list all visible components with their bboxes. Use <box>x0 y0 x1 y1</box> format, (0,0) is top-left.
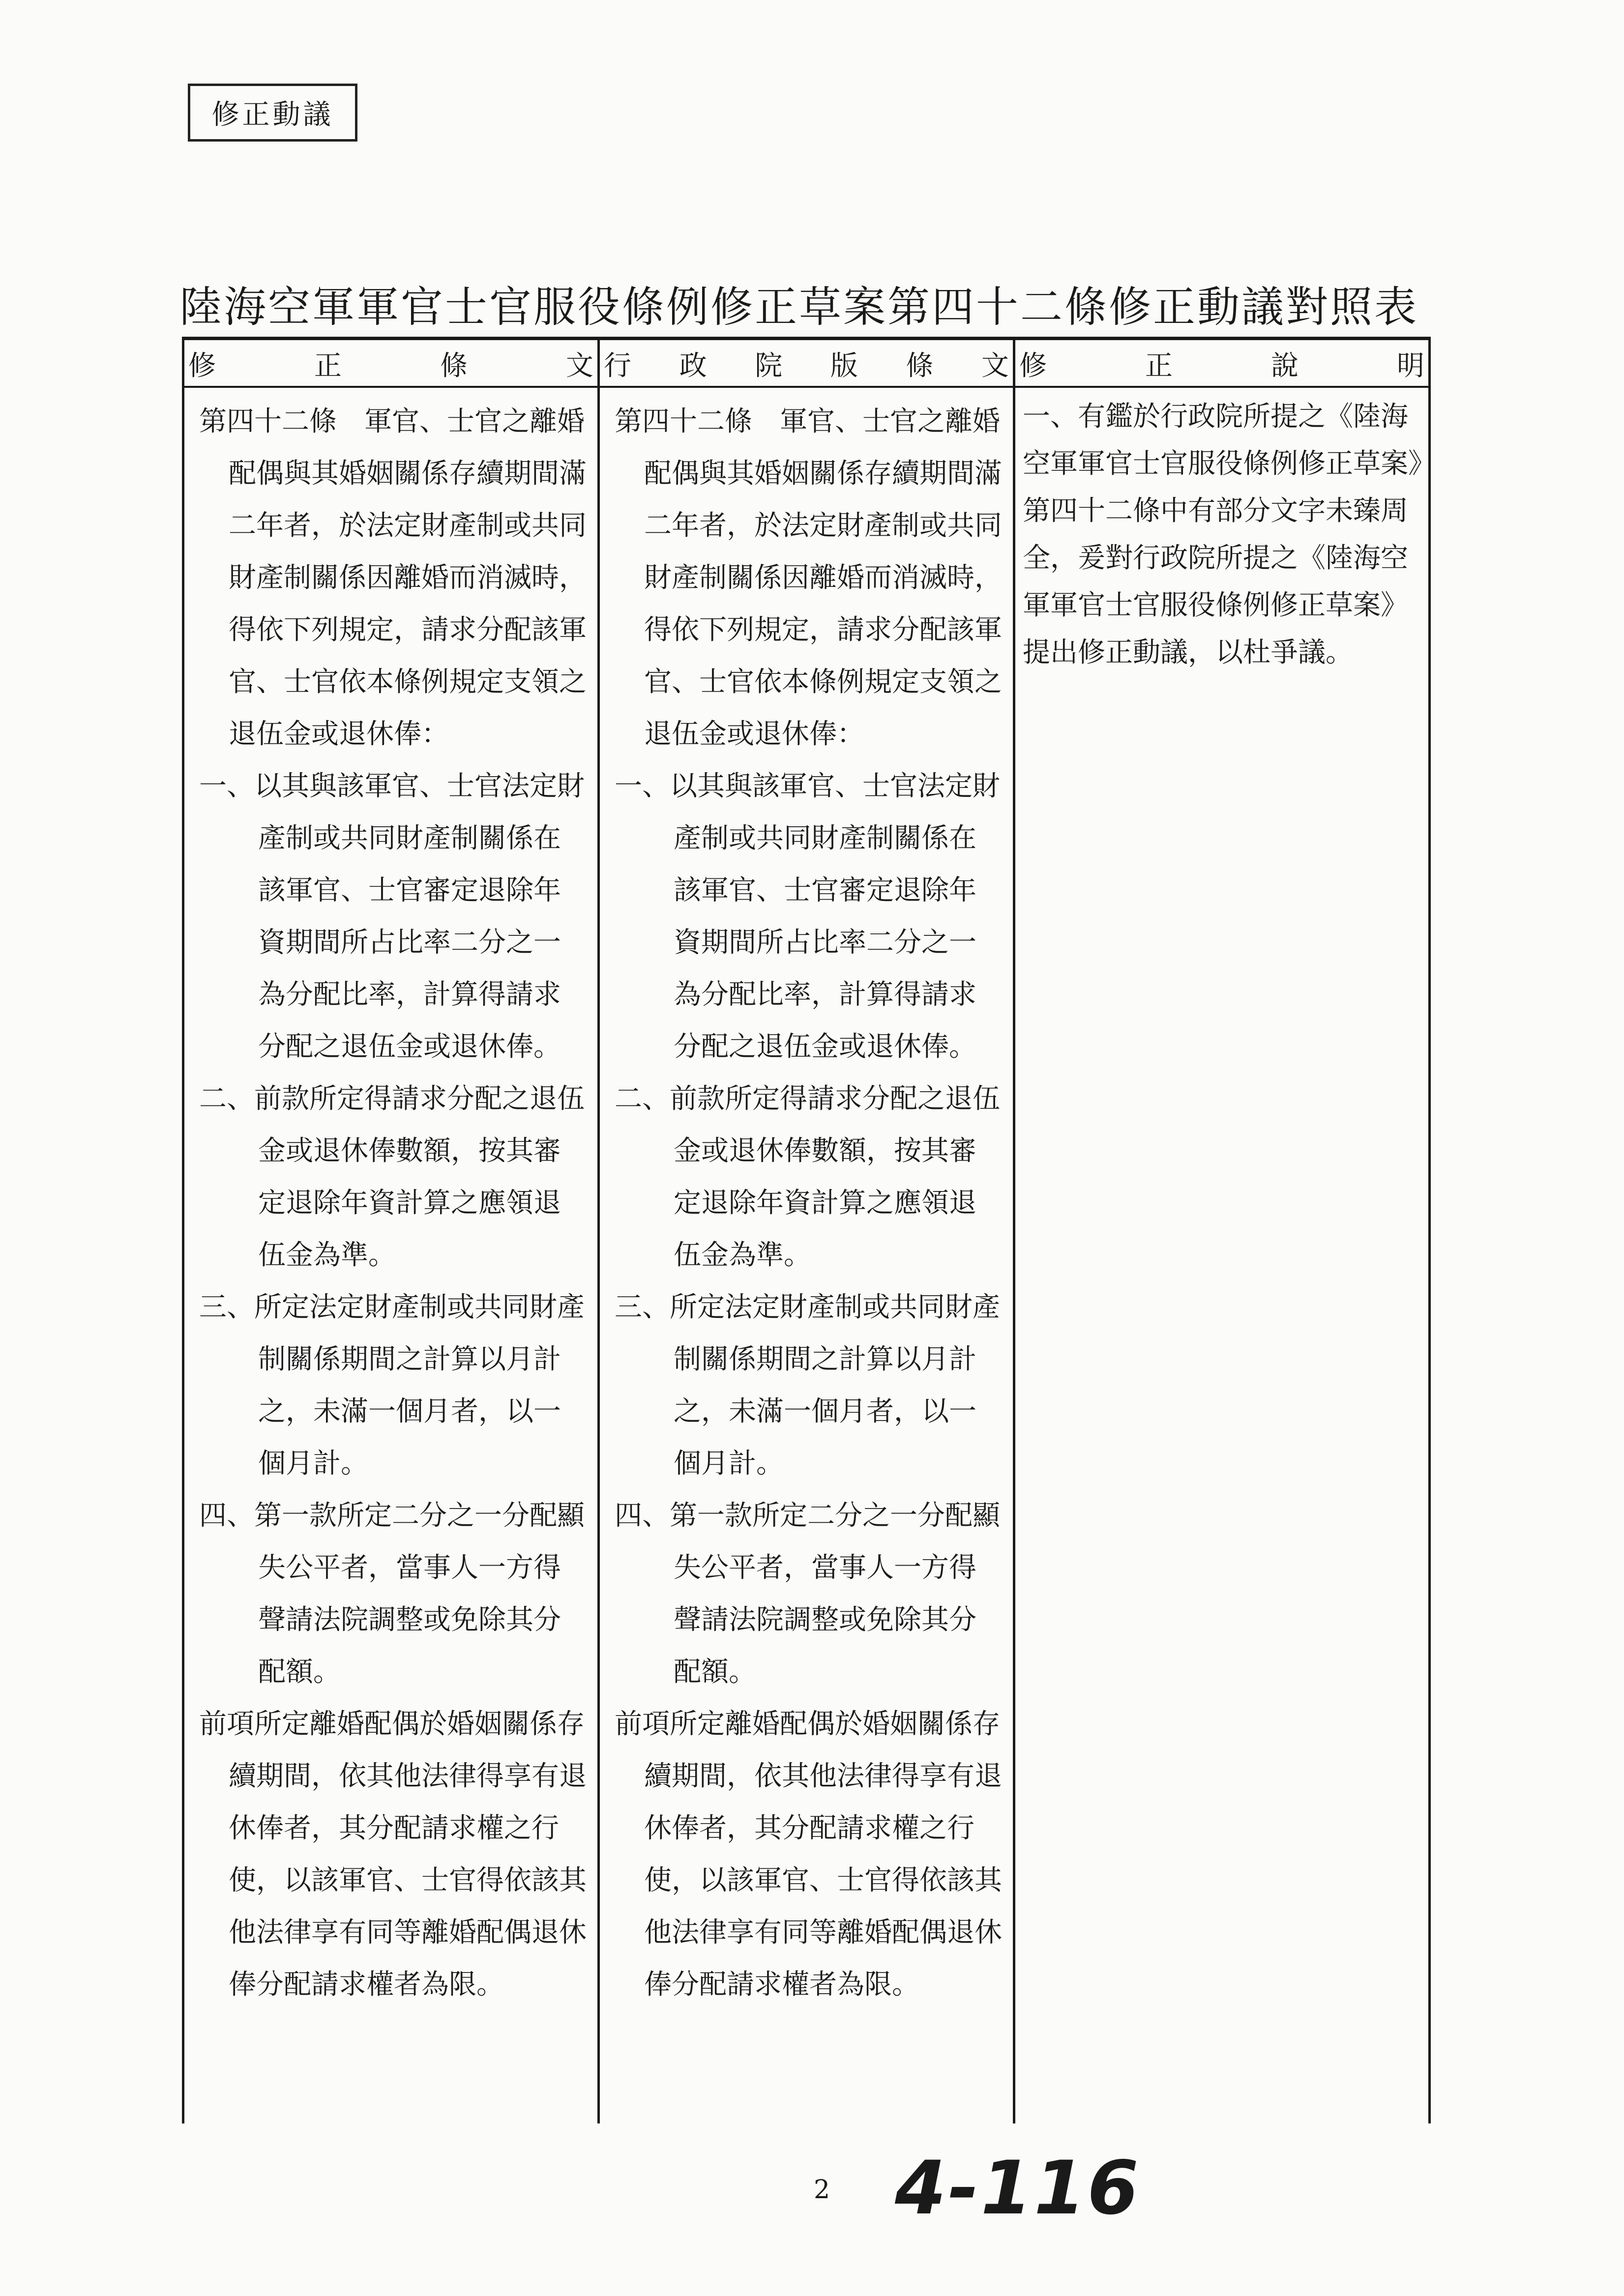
header-executive-text <box>600 343 1013 385</box>
left-border <box>182 337 184 2123</box>
header-explanation <box>1015 343 1428 385</box>
header-char: 文 <box>981 350 1009 382</box>
item-1: 一、以其與該軍官、士官法定財產制或共同財產制關係在該軍官、士官審定退除年資期間所占比率二分之一為分配比率，計算得請求分配之退伍金或退休俸。 <box>199 770 585 1063</box>
explanation-column <box>1023 393 1423 676</box>
header-char: 正 <box>314 350 342 382</box>
header-char: 明 <box>1397 350 1424 382</box>
item-4: 四、第一款所定二分之一分配顯失公平者，當事人一方得聲請法院調整或免除其分配額。 <box>615 1500 1000 1688</box>
paragraph-2: 前項所定離婚配偶於婚姻關係存續期間，依其他法律得享有退休俸者，其分配請求權之行使，以該軍官、士官得依該其他法律享有同等離婚配偶退休俸分配請求權者為限。 <box>615 1708 1002 2001</box>
comparison-table <box>182 337 1431 2123</box>
header-bottom-border <box>182 386 1431 388</box>
header-char: 條 <box>906 350 934 382</box>
document-title: 陸海空軍軍官士官服役條例修正草案第四十二條修正動議對照表 <box>179 283 1418 332</box>
handwritten-page-number: 4-116 <box>895 2146 1141 2231</box>
item-2: 二、前款所定得請求分配之退伍金或退休俸數額，按其審定退除年資計算之應領退伍金為準。 <box>199 1083 585 1271</box>
item-4: 四、第一款所定二分之一分配顯失公平者，當事人一方得聲請法院調整或免除其分配額。 <box>199 1500 585 1688</box>
header-char: 行 <box>604 350 631 382</box>
header-char: 正 <box>1145 350 1173 382</box>
article-text: 第四十二條 軍官、士官之離婚配偶與其婚姻關係存續期間滿二年者，於法定財產制或共同財產制關係因離婚而消滅時，得依下列規定，請求分配該軍官、士官依本條例規定支領之退伍金或退休俸： <box>615 406 1002 750</box>
executive-text-column <box>615 396 1003 2011</box>
right-border <box>1428 337 1431 2123</box>
column-divider-1 <box>597 337 600 2123</box>
amended-text-column <box>199 396 588 2011</box>
header-char: 修 <box>1019 350 1047 382</box>
header-char: 說 <box>1271 350 1299 382</box>
header-char: 條 <box>440 350 468 382</box>
article-text: 第四十二條 軍官、士官之離婚配偶與其婚姻關係存續期間滿二年者，於法定財產制或共同財產制關係因離婚而消滅時，得依下列規定，請求分配該軍官、士官依本條例規定支領之退伍金或退休俸： <box>199 406 587 750</box>
item-3: 三、所定法定財產制或共同財產制關係期間之計算以月計之，未滿一個月者，以一個月計。 <box>199 1291 585 1480</box>
paragraph-2: 前項所定離婚配偶於婚姻關係存續期間，依其他法律得享有退休俸者，其分配請求權之行使，以該軍官、士官得依該其他法律享有同等離婚配偶退休俸分配請求權者為限。 <box>199 1708 587 2001</box>
header-amended-text <box>184 343 597 385</box>
motion-tag: 修正動議 <box>188 84 357 142</box>
header-char: 政 <box>679 350 707 382</box>
explanation-text: 一、有鑑於行政院所提之《陸海空軍軍官士官服役條例修正草案》第四十二條中有部分文字未臻周全，爰對行政院所提之《陸海空軍軍官士官服役條例修正草案》提出修正動議，以杜爭議。 <box>1023 401 1422 668</box>
item-2: 二、前款所定得請求分配之退伍金或退休俸數額，按其審定退除年資計算之應領退伍金為準。 <box>615 1083 1000 1271</box>
table-top-border <box>182 337 1431 340</box>
item-1: 一、以其與該軍官、士官法定財產制或共同財產制關係在該軍官、士官審定退除年資期間所占比率二分之一為分配比率，計算得請求分配之退伍金或退休俸。 <box>615 770 1000 1063</box>
column-divider-2 <box>1013 337 1015 2123</box>
page-number: 2 <box>814 2175 830 2205</box>
header-char: 修 <box>188 350 216 382</box>
header-char: 文 <box>566 350 593 382</box>
item-3: 三、所定法定財產制或共同財產制關係期間之計算以月計之，未滿一個月者，以一個月計。 <box>615 1291 1000 1480</box>
header-char: 版 <box>830 350 858 382</box>
header-char: 院 <box>755 350 783 382</box>
